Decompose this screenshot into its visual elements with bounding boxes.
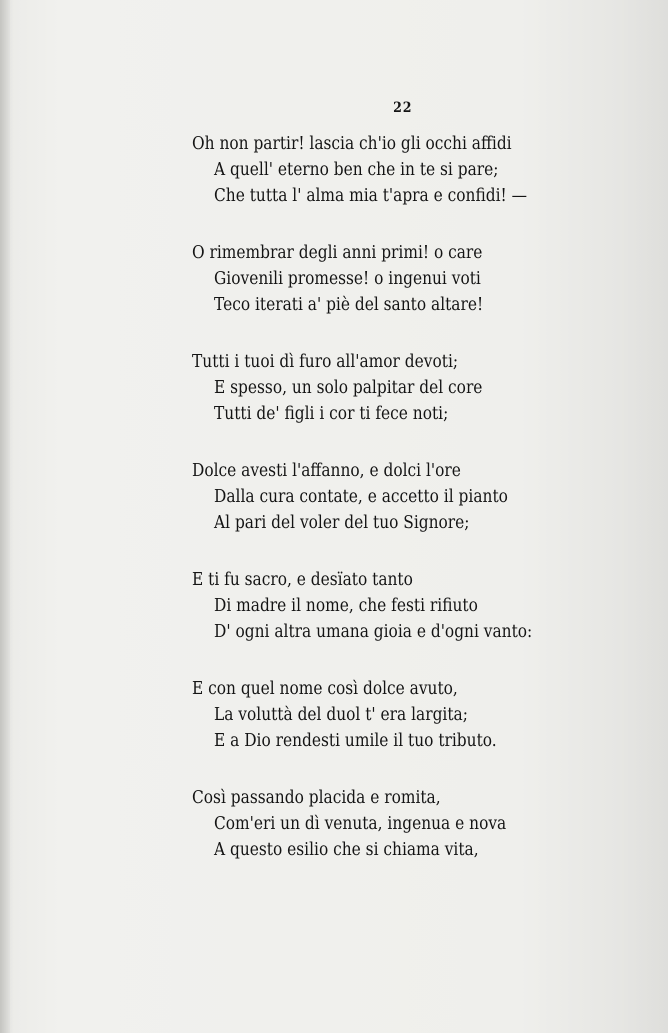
verse-line: Dalla cura contate, e accetto il pianto xyxy=(214,487,508,507)
stanza-2 xyxy=(192,240,579,318)
verse-line: Teco iterati a' piè del santo altare! xyxy=(214,295,484,315)
verse-line: O rimembrar degli anni primi! o care xyxy=(192,243,483,263)
verse-line: Di madre il nome, che festi rifiuto xyxy=(214,596,478,616)
stanza-7 xyxy=(192,785,579,863)
verse-line: E a Dio rendesti umile il tuo tributo. xyxy=(214,731,497,751)
verse-line: E ti fu sacro, e desïato tanto xyxy=(192,570,413,590)
stanza-1 xyxy=(192,131,579,209)
verse-line: A quell' eterno ben che in te si pare; xyxy=(214,160,499,180)
verse-line: Dolce avesti l'affanno, e dolci l'ore xyxy=(192,461,461,481)
verse-line: Giovenili promesse! o ingenui voti xyxy=(214,269,481,289)
stanza-5 xyxy=(192,567,579,645)
stanza-4 xyxy=(192,458,579,536)
poem-text xyxy=(192,131,579,894)
verse-line: D' ogni altra umana gioia e d'ogni vanto: xyxy=(214,622,533,642)
verse-line: Tutti de' figli i cor ti fece noti; xyxy=(214,404,449,424)
verse-line: Al pari del voler del tuo Signore; xyxy=(214,513,470,533)
verse-line: Com'eri un dì venuta, ingenua e nova xyxy=(214,814,507,834)
verse-line: Tutti i tuoi dì furo all'amor devoti; xyxy=(192,352,459,372)
stanza-6 xyxy=(192,676,579,754)
page-number: 22 xyxy=(393,100,413,116)
verse-line: A questo esilio che si chiama vita, xyxy=(214,840,479,860)
verse-line: E con quel nome così dolce avuto, xyxy=(192,679,458,699)
stanza-3 xyxy=(192,349,579,427)
verse-line: E spesso, un solo palpitar del core xyxy=(214,378,483,398)
verse-line: Che tutta l' alma mia t'apra e confidi! — xyxy=(214,186,527,206)
verse-line: Così passando placida e romita, xyxy=(192,788,441,808)
page-binding-edge xyxy=(0,0,10,1033)
verse-line: Oh non partir! lascia ch'io gli occhi affidi xyxy=(192,134,512,154)
verse-line: La voluttà del duol t' era largita; xyxy=(214,705,468,725)
